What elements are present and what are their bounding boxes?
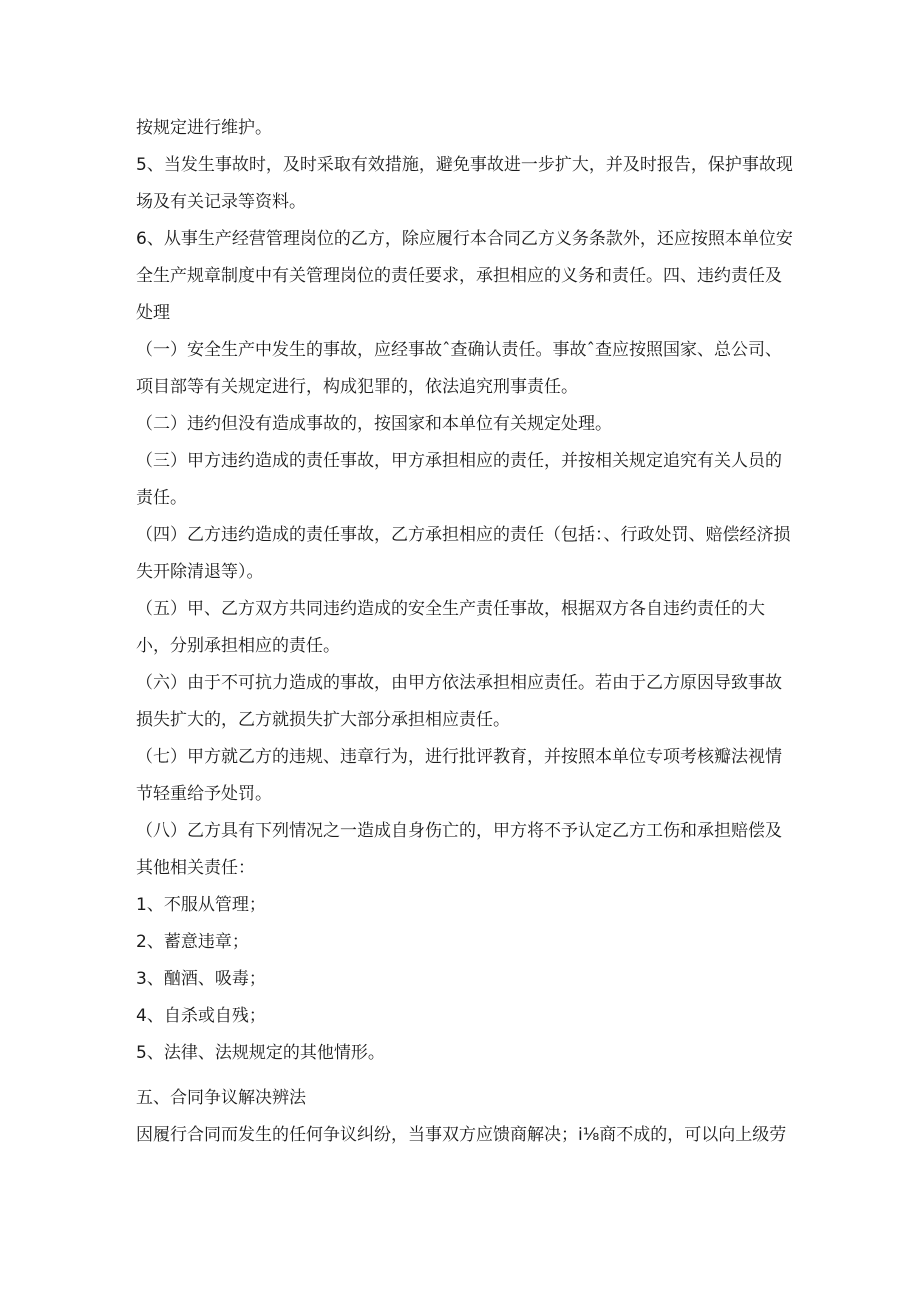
paragraph-clause-1: （一）安全生产中发生的事故，应经事故ˆ查确认责任。事故ˆ查应按照国家、总公司、项目部等有关规定进行，构成犯罪的，依法追究刑事责任。 [136, 340, 782, 397]
list-item-3: 3、酗酒、吸毒； [136, 969, 266, 989]
list-item-1: 1、不服从管理； [136, 895, 266, 915]
section-heading-dispute: 五、合同争议解决辨法 [136, 1088, 306, 1108]
paragraph-clause-2: （二）违约但没有造成事故的，按国家和本单位有关规定处理。 [136, 414, 612, 434]
list-item-5: 5、法律、法规规定的其他情形。 [136, 1043, 385, 1063]
paragraph-item-5-accident: 5、当发生事故时，及时采取有效措施，避免事故进一步扩大，并及时报告，保护事故现场及有关记录等资料。 [136, 155, 793, 212]
list-item-4: 4、自杀或自残； [136, 1006, 266, 1026]
paragraph-clause-3: （三）甲方违约造成的责任事故，甲方承担相应的责任，并按相关规定追究有关人员的责任。 [136, 451, 782, 508]
paragraph-clause-4: （四）乙方违约造成的责任事故，乙方承担相应的责任（包括：、行政处罚、赔偿经济损失开除清退等）。 [136, 525, 791, 582]
paragraph-clause-5: （五）甲、乙方双方共同违约造成的安全生产责任事故，根据双方各自违约责任的大小，分别承担相应的责任。 [136, 599, 765, 656]
paragraph-clause-6: （六）由于不可抗力造成的事故，由甲方依法承担相应责任。若由于乙方原因导致事故损失扩大的，乙方就损失扩大部分承担相应责任。 [136, 673, 782, 730]
paragraph-item-6-management: 6、从事生产经营管理岗位的乙方，除应履行本合同乙方义务条款外，还应按照本单位安全生产规章制度中有关管理岗位的责任要求，承担相应的义务和责任。四、违约责任及处理 [136, 229, 793, 323]
paragraph-clause-7: （七）甲方就乙方的违规、违章行为，进行批评教育，并按照本单位专项考核瓣法视情节轻重给予处罚。 [136, 747, 782, 804]
paragraph-dispute-resolution: 因履行合同而发生的任何争议纠纷，当事双方应馈商解决；i⅛商不成的，可以向上级劳 [136, 1125, 787, 1145]
paragraph-maintenance: 按规定进行维护。 [136, 118, 272, 138]
list-item-2: 2、蓄意违章； [136, 932, 249, 952]
paragraph-clause-8: （八）乙方具有下列情况之一造成自身伤亡的，甲方将不予认定乙方工伤和承担赔偿及其他相关责任： [136, 821, 782, 878]
